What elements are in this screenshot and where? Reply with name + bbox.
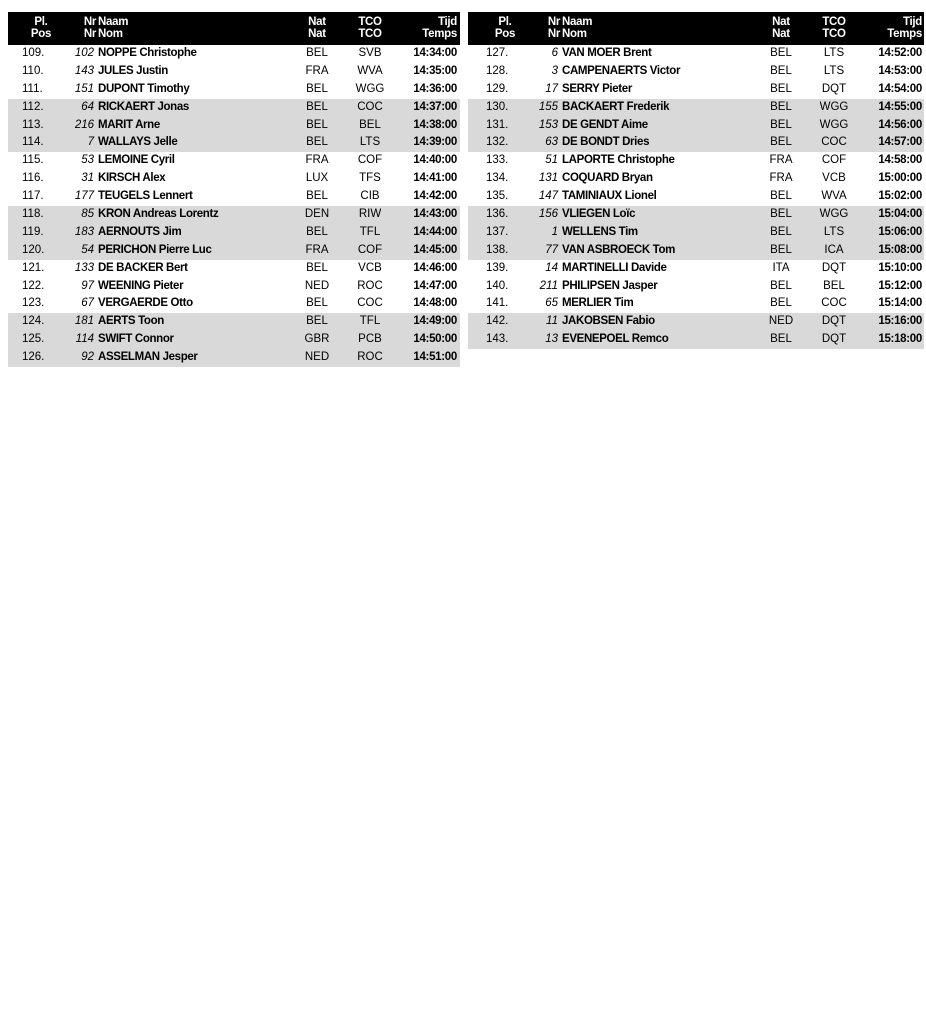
pos-cell: 132. — [486, 136, 509, 149]
pos-cell: 116. — [22, 172, 44, 185]
time-cell: 14:47:00 — [413, 279, 457, 292]
nat-cell: BEL — [770, 225, 792, 238]
start-list-table-left — [8, 12, 460, 367]
pos-cell: 115. — [22, 154, 44, 167]
nat-cell: NED — [304, 279, 330, 292]
name-cell: DE GENDT Aime — [562, 118, 648, 131]
name-cell: VERGAERDE Otto — [98, 297, 193, 310]
pos-cell: 125. — [22, 333, 45, 346]
nat-cell: BEL — [770, 118, 792, 131]
nat-cell: FRA — [769, 172, 793, 185]
nat-cell: BEL — [770, 100, 792, 113]
time-cell: 14:35:00 — [413, 64, 457, 77]
table-row — [8, 313, 460, 331]
time-cell: 14:53:00 — [878, 64, 922, 77]
pos-cell: 114. — [22, 136, 44, 149]
time-cell: 14:44:00 — [413, 225, 457, 238]
name-cell: PHILIPSEN Jasper — [562, 279, 658, 292]
nat-cell: BEL — [306, 100, 328, 113]
nat-cell: GBR — [304, 333, 330, 346]
header-time: Tijd Temps — [422, 16, 457, 40]
nat-cell: BEL — [306, 118, 328, 131]
nat-cell: BEL — [306, 47, 328, 59]
nr-cell: 133 — [74, 261, 94, 274]
pos-cell: 122. — [22, 279, 45, 292]
time-cell: 14:55:00 — [878, 100, 922, 113]
nr-cell: 67 — [81, 297, 94, 310]
pos-cell: 129. — [486, 82, 509, 95]
table-row — [8, 45, 460, 63]
pos-cell: 113. — [22, 118, 44, 131]
nat-cell: BEL — [306, 315, 328, 328]
nat-cell: BEL — [306, 82, 328, 95]
nr-cell: 53 — [81, 154, 94, 167]
table-row — [8, 331, 460, 349]
name-cell: KIRSCH Alex — [98, 172, 166, 185]
name-cell: LAPORTE Christophe — [562, 154, 675, 167]
name-cell: CAMPENAERTS Victor — [562, 64, 681, 77]
time-cell: 15:14:00 — [878, 297, 922, 310]
nat-cell: BEL — [306, 225, 328, 238]
nr-cell: 14 — [545, 261, 558, 274]
time-cell: 14:52:00 — [878, 47, 922, 59]
pos-cell: 121. — [22, 261, 45, 274]
nr-cell: 97 — [81, 279, 94, 292]
tco-cell: COF — [357, 243, 383, 256]
nr-cell: 156 — [538, 208, 558, 221]
nr-cell: 216 — [74, 118, 94, 131]
nat-cell: BEL — [770, 64, 792, 77]
nr-cell: 153 — [538, 118, 558, 131]
nr-cell: 1 — [551, 225, 558, 238]
pos-cell: 137. — [486, 225, 509, 238]
nr-cell: 211 — [539, 279, 558, 292]
tco-cell: DQT — [821, 315, 847, 328]
tco-cell: PCB — [358, 333, 382, 346]
header-name: Naam Nom — [562, 16, 593, 40]
table-row — [468, 224, 924, 242]
nr-cell: 54 — [81, 243, 94, 256]
nr-cell: 3 — [551, 64, 558, 77]
nat-cell: FRA — [305, 64, 329, 77]
tco-cell: LTS — [359, 136, 381, 149]
time-cell: 15:16:00 — [878, 315, 922, 328]
name-cell: AERNOUTS Jim — [98, 225, 182, 238]
table-row — [8, 152, 460, 170]
name-cell: WEENING Pieter — [98, 279, 184, 292]
name-cell: DE BACKER Bert — [98, 261, 188, 274]
name-cell: VAN MOER Brent — [562, 47, 652, 59]
pos-cell: 141. — [486, 297, 509, 310]
header-pos: Pl. Pos — [494, 16, 516, 40]
nr-cell: 7 — [87, 136, 94, 149]
tco-cell: DQT — [821, 82, 847, 95]
nr-cell: 63 — [545, 136, 558, 149]
table-row — [8, 99, 460, 117]
name-cell: ASSELMAN Jesper — [98, 351, 198, 364]
tco-cell: WVA — [821, 190, 847, 203]
time-cell: 14:42:00 — [413, 190, 457, 203]
nr-cell: 13 — [545, 333, 558, 346]
time-cell: 14:36:00 — [413, 82, 457, 95]
nat-cell: DEN — [304, 208, 330, 221]
pos-cell: 126. — [22, 351, 45, 364]
nr-cell: 85 — [81, 208, 94, 221]
time-cell: 14:39:00 — [413, 136, 457, 149]
tco-cell: LTS — [823, 47, 845, 59]
pos-cell: 138. — [486, 243, 509, 256]
tco-cell: RIW — [358, 208, 382, 221]
tco-cell: TFL — [359, 315, 381, 328]
name-cell: JAKOBSEN Fabio — [562, 315, 655, 328]
nat-cell: LUX — [305, 172, 329, 185]
time-cell: 14:48:00 — [413, 297, 457, 310]
table-row — [468, 152, 924, 170]
nat-cell: FRA — [305, 243, 329, 256]
header-time: Tijd Temps — [887, 16, 922, 40]
time-cell: 14:45:00 — [413, 243, 457, 256]
name-cell: JULES Justin — [98, 64, 168, 77]
table-row — [8, 278, 460, 296]
name-cell: MERLIER Tim — [562, 297, 634, 310]
time-cell: 15:18:00 — [878, 333, 922, 346]
time-cell: 15:00:00 — [878, 172, 922, 185]
table-row — [8, 170, 460, 188]
name-cell: NOPPE Christophe — [98, 47, 197, 59]
name-cell: EVENEPOEL Remco — [562, 333, 669, 346]
tco-cell: TFL — [359, 225, 381, 238]
table-row — [8, 242, 460, 260]
time-cell: 15:02:00 — [878, 190, 922, 203]
name-cell: SWIFT Connor — [98, 333, 174, 346]
time-cell: 14:38:00 — [413, 118, 457, 131]
tco-cell: COF — [821, 154, 847, 167]
pos-cell: 133. — [486, 154, 509, 167]
time-cell: 15:10:00 — [878, 261, 922, 274]
nr-cell: 6 — [551, 47, 558, 59]
time-cell: 14:56:00 — [878, 118, 922, 131]
name-cell: BACKAERT Frederik — [562, 100, 670, 113]
tco-cell: BEL — [359, 118, 381, 131]
pos-cell: 119. — [22, 225, 44, 238]
nr-cell: 65 — [545, 297, 558, 310]
table-row — [468, 206, 924, 224]
header-nr: Nr Nr — [83, 16, 96, 40]
table-row — [468, 81, 924, 99]
tco-cell: DQT — [821, 333, 847, 346]
tco-cell: ROC — [357, 351, 383, 364]
nr-cell: 114 — [75, 333, 94, 346]
pos-cell: 135. — [486, 190, 509, 203]
time-cell: 14:41:00 — [413, 172, 457, 185]
name-cell: DUPONT Timothy — [98, 82, 190, 95]
nat-cell: FRA — [305, 154, 329, 167]
nr-cell: 11 — [546, 315, 558, 328]
name-cell: SERRY Pieter — [562, 82, 632, 95]
pos-cell: 136. — [486, 208, 509, 221]
pos-cell: 139. — [486, 261, 509, 274]
time-cell: 15:06:00 — [878, 225, 922, 238]
tco-cell: VCB — [822, 172, 846, 185]
pos-cell: 130. — [486, 100, 509, 113]
tco-cell: COF — [357, 154, 383, 167]
nat-cell: BEL — [306, 297, 328, 310]
nr-cell: 31 — [81, 172, 94, 185]
name-cell: TAMINIAUX Lionel — [562, 190, 657, 203]
table-row — [468, 260, 924, 278]
tco-cell: LTS — [823, 64, 845, 77]
table-row — [468, 117, 924, 135]
header-name: Naam Nom — [98, 16, 129, 40]
tco-cell: COC — [357, 297, 383, 310]
tco-cell: ICA — [824, 243, 844, 256]
nr-cell: 181 — [74, 315, 94, 328]
name-cell: AERTS Toon — [98, 315, 164, 328]
tco-cell: COC — [821, 297, 847, 310]
pos-cell: 118. — [22, 208, 44, 221]
tco-cell: WGG — [819, 208, 849, 221]
time-cell: 14:49:00 — [413, 315, 457, 328]
nat-cell: ITA — [772, 261, 790, 274]
pos-cell: 117. — [22, 190, 44, 203]
header-tco: TCO TCO — [358, 16, 382, 40]
name-cell: KRON Andreas Lorentz — [98, 208, 219, 221]
tco-cell: ROC — [357, 279, 383, 292]
time-cell: 14:57:00 — [878, 136, 922, 149]
pos-cell: 127. — [486, 47, 509, 59]
nr-cell: 147 — [538, 190, 558, 203]
time-cell: 14:50:00 — [413, 333, 457, 346]
pos-cell: 110. — [22, 64, 44, 77]
table-row — [8, 349, 460, 367]
nr-cell: 155 — [538, 100, 558, 113]
nr-cell: 177 — [74, 190, 94, 203]
pos-cell: 123. — [22, 297, 45, 310]
name-cell: TEUGELS Lennert — [98, 190, 193, 203]
name-cell: MARIT Arne — [98, 118, 160, 131]
table-row — [468, 45, 924, 63]
nr-cell: 183 — [74, 225, 94, 238]
table-row — [8, 224, 460, 242]
name-cell: PERICHON Pierre Luc — [98, 243, 212, 256]
time-cell: 14:51:00 — [413, 351, 457, 364]
nr-cell: 102 — [74, 47, 94, 59]
tco-cell: COC — [357, 100, 383, 113]
name-cell: VAN ASBROECK Tom — [562, 243, 676, 256]
table-row — [8, 117, 460, 135]
name-cell: RICKAERT Jonas — [98, 100, 189, 113]
header-nat: Nat Nat — [308, 16, 326, 40]
time-cell: 14:40:00 — [413, 154, 457, 167]
table-row — [468, 242, 924, 260]
nat-cell: BEL — [770, 297, 792, 310]
nr-cell: 64 — [81, 100, 94, 113]
table-row — [468, 313, 924, 331]
nr-cell: 77 — [545, 243, 558, 256]
name-cell: VLIEGEN Loïc — [562, 208, 636, 221]
pos-cell: 112. — [22, 100, 44, 113]
nat-cell: BEL — [770, 208, 792, 221]
name-cell: MARTINELLI Davide — [562, 261, 667, 274]
header-tco: TCO TCO — [822, 16, 846, 40]
start-list-table-right — [468, 12, 924, 349]
nat-cell: BEL — [770, 279, 792, 292]
name-cell: WALLAYS Jelle — [98, 136, 178, 149]
pos-cell: 111. — [22, 82, 43, 95]
nr-cell: 17 — [545, 82, 558, 95]
name-cell: WELLENS Tim — [562, 225, 638, 238]
tco-cell: VCB — [358, 261, 382, 274]
table-row — [8, 206, 460, 224]
table-row — [8, 295, 460, 313]
table-row — [8, 63, 460, 81]
tco-cell: WGG — [355, 82, 385, 95]
header-nr: Nr Nr — [547, 16, 560, 40]
nr-cell: 151 — [74, 82, 94, 95]
nat-cell: BEL — [306, 136, 328, 149]
tco-cell: LTS — [823, 225, 845, 238]
header-nat: Nat Nat — [772, 16, 790, 40]
nr-cell: 92 — [81, 351, 94, 364]
nr-cell: 51 — [545, 154, 558, 167]
time-cell: 14:37:00 — [413, 100, 457, 113]
nat-cell: BEL — [306, 190, 328, 203]
pos-cell: 143. — [486, 333, 509, 346]
header-pos: Pl. Pos — [30, 16, 52, 40]
name-cell: LEMOINE Cyril — [98, 154, 175, 167]
table-row — [8, 188, 460, 206]
tco-cell: TFS — [359, 172, 381, 185]
table-row — [468, 295, 924, 313]
tco-cell: WVA — [357, 64, 383, 77]
table-header — [468, 12, 924, 45]
table-row — [8, 260, 460, 278]
table-row — [468, 99, 924, 117]
table-row — [468, 188, 924, 206]
nat-cell: BEL — [770, 82, 792, 95]
pos-cell: 128. — [486, 64, 509, 77]
table-row — [468, 134, 924, 152]
name-cell: COQUARD Bryan — [562, 172, 653, 185]
nr-cell: 131 — [538, 172, 558, 185]
time-cell: 14:46:00 — [413, 261, 457, 274]
pos-cell: 142. — [486, 315, 509, 328]
nat-cell: BEL — [306, 261, 328, 274]
table-row — [468, 63, 924, 81]
time-cell: 15:12:00 — [878, 279, 922, 292]
table-row — [468, 331, 924, 349]
pos-cell: 120. — [22, 243, 45, 256]
nat-cell: BEL — [770, 243, 792, 256]
table-body — [468, 45, 924, 349]
time-cell: 15:04:00 — [878, 208, 922, 221]
nr-cell: 143 — [74, 64, 94, 77]
tco-cell: CIB — [360, 190, 380, 203]
tco-cell: WGG — [819, 118, 849, 131]
time-cell: 14:43:00 — [413, 208, 457, 221]
time-cell: 14:54:00 — [878, 82, 922, 95]
time-cell: 14:58:00 — [878, 154, 922, 167]
table-row — [8, 134, 460, 152]
name-cell: DE BONDT Dries — [562, 136, 650, 149]
table-body — [8, 45, 460, 367]
pos-cell: 134. — [486, 172, 509, 185]
nat-cell: NED — [768, 315, 794, 328]
nat-cell: FRA — [769, 154, 793, 167]
tco-cell: DQT — [821, 261, 847, 274]
table-row — [468, 278, 924, 296]
tco-cell: SVB — [358, 47, 382, 59]
table-header — [8, 12, 460, 45]
nat-cell: BEL — [770, 136, 792, 149]
pos-cell: 140. — [486, 279, 509, 292]
pos-cell: 124. — [22, 315, 45, 328]
tco-cell: WGG — [819, 100, 849, 113]
nat-cell: BEL — [770, 333, 792, 346]
pos-cell: 131. — [486, 118, 509, 131]
nat-cell: NED — [304, 351, 330, 364]
nat-cell: BEL — [770, 190, 792, 203]
time-cell: 15:08:00 — [878, 243, 922, 256]
tco-cell: BEL — [823, 279, 845, 292]
nat-cell: BEL — [770, 47, 792, 59]
tco-cell: COC — [821, 136, 847, 149]
time-cell: 14:34:00 — [413, 47, 457, 59]
pos-cell: 109. — [22, 47, 45, 59]
table-row — [468, 170, 924, 188]
table-row — [8, 81, 460, 99]
